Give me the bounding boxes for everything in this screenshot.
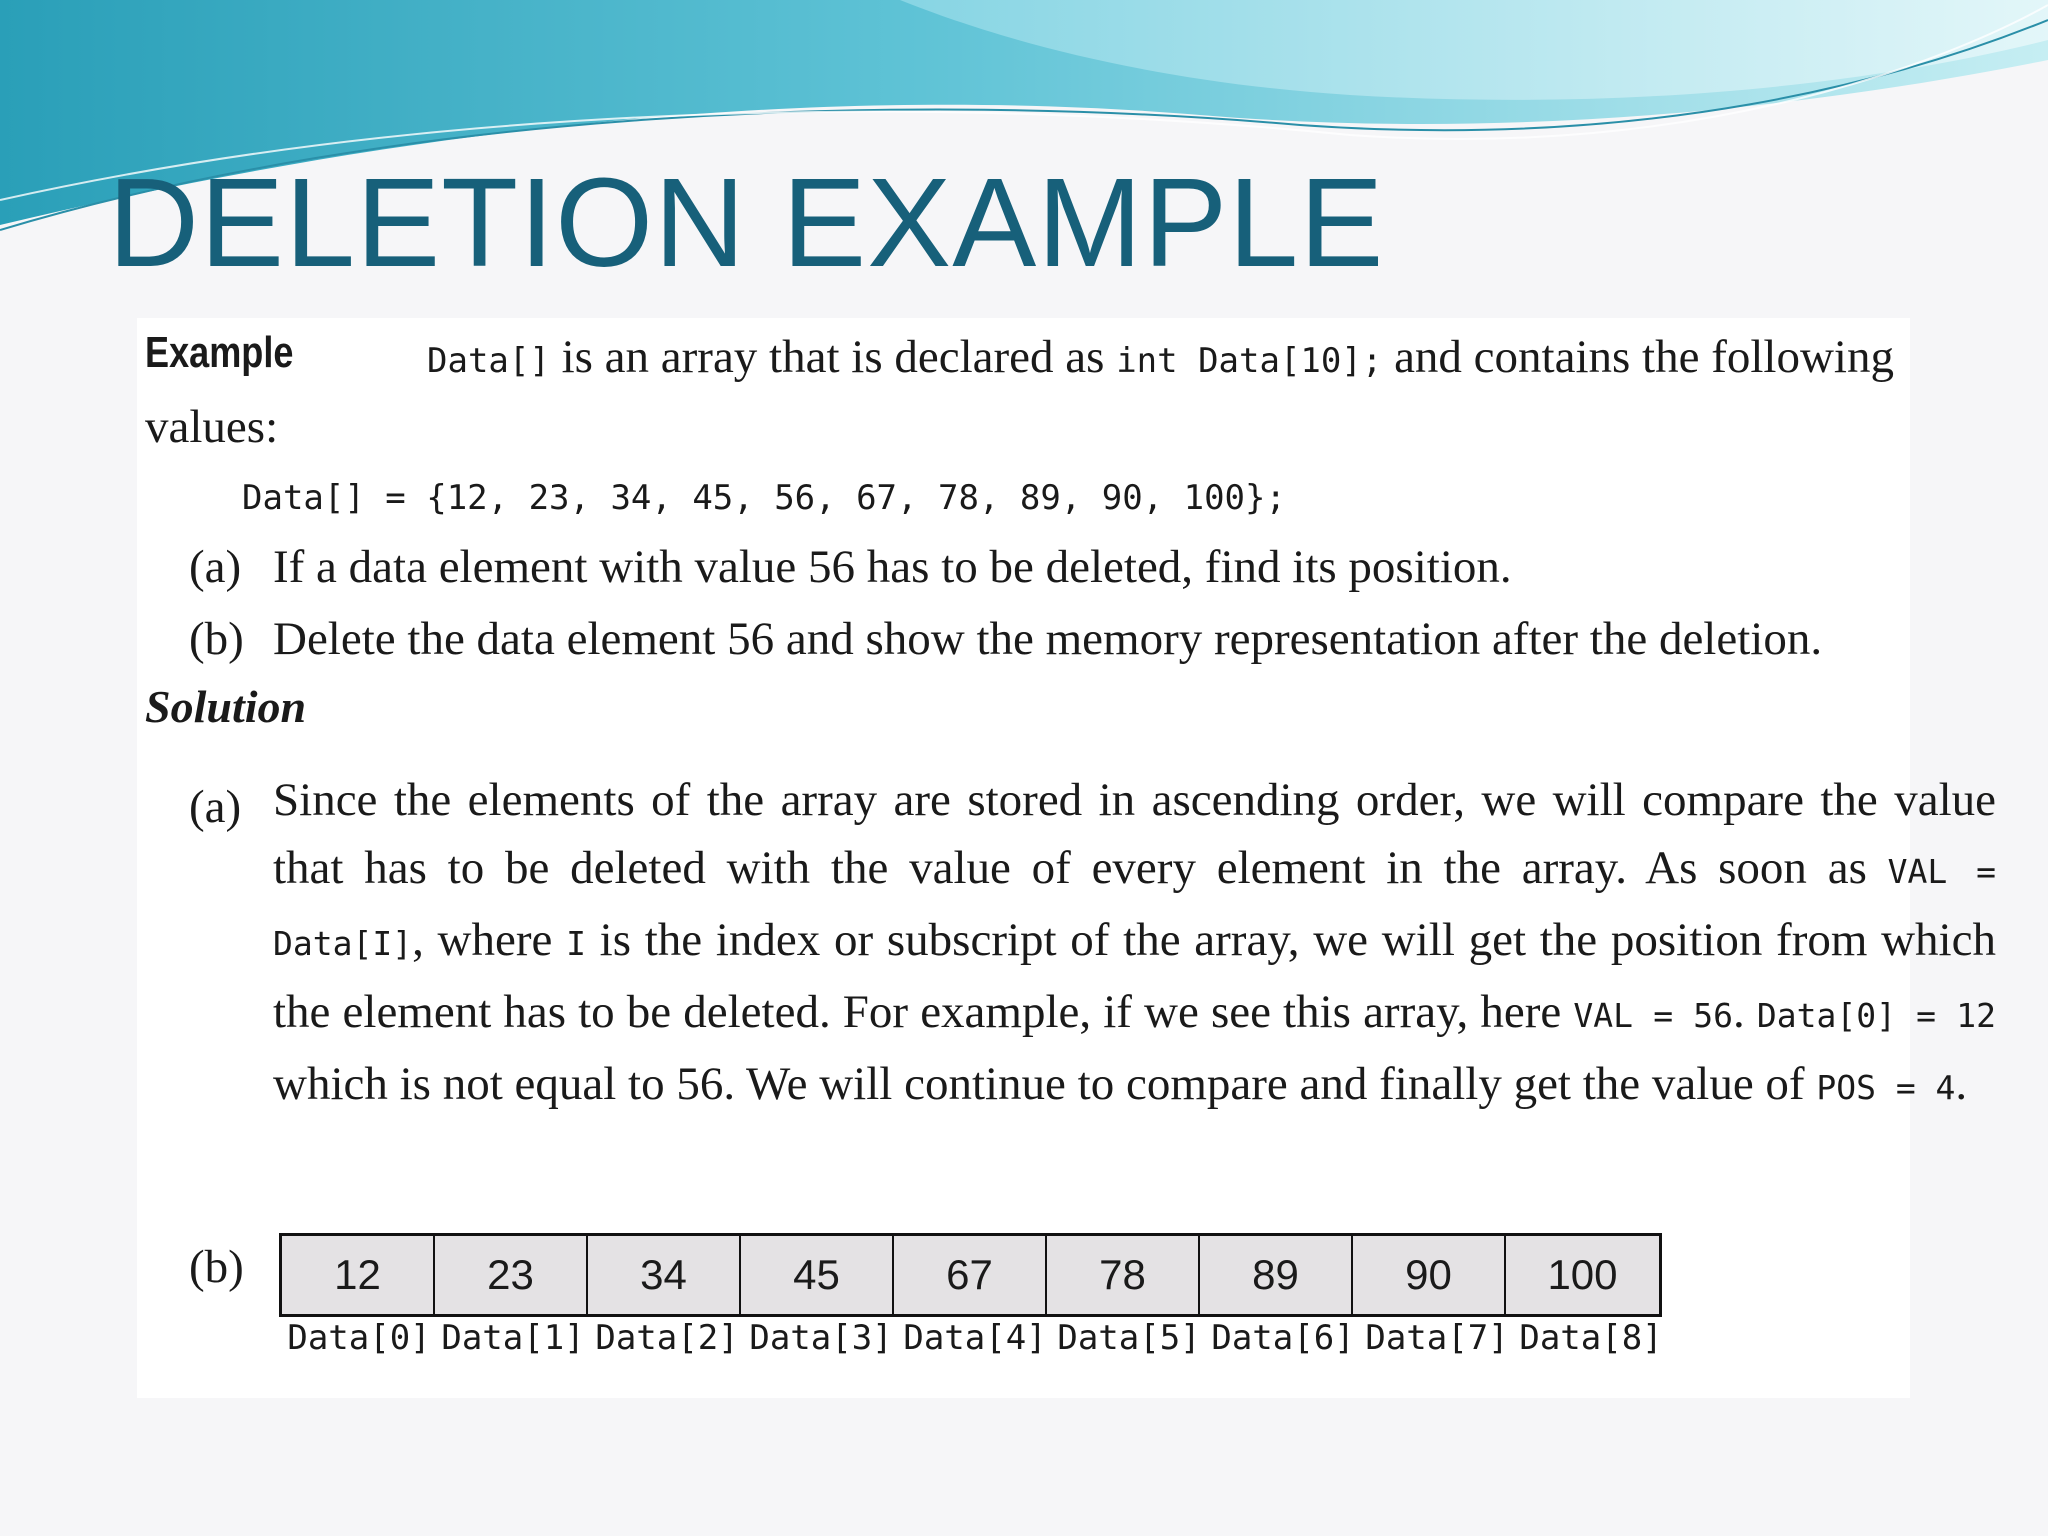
content-panel <box>137 318 1997 1398</box>
array-index-label: Data[4] <box>903 1318 1047 1358</box>
array-cell: 67 <box>894 1236 1047 1314</box>
array-cell: 45 <box>741 1236 894 1314</box>
question-b-label: (b) <box>189 613 244 665</box>
array-cell: 89 <box>1200 1236 1353 1314</box>
values-declaration: Data[] = {12, 23, 34, 45, 56, 67, 78, 89, 90, 100}; <box>242 478 1286 518</box>
example-intro-line-2: values: <box>145 401 279 453</box>
solution-code: VAL = Data[I] <box>273 852 1996 963</box>
solution-code: I <box>566 924 586 963</box>
array-index-label: Data[3] <box>749 1318 893 1358</box>
array-cell: 78 <box>1047 1236 1200 1314</box>
array-index-label: Data[0] <box>287 1318 431 1358</box>
solution-text: is the index or subscript of the array, we will get the position from which the element has to be deleted. For example, if we see this array, here <box>273 914 1996 1038</box>
solution-text: which is not equal to 56. We will continue to compare and finally get the value of <box>273 1058 1817 1110</box>
array-index-label: Data[1] <box>441 1318 585 1358</box>
solution-text: . <box>1733 986 1757 1038</box>
array-cell: 23 <box>435 1236 588 1314</box>
solution-code: Data[0] = 12 <box>1756 996 1997 1035</box>
example-intro-line <box>427 330 1894 384</box>
array-index-label: Data[2] <box>595 1318 739 1358</box>
intro-text-1: is an array that is declared as <box>549 331 1117 383</box>
array-cell: 90 <box>1353 1236 1506 1314</box>
intro-code-decl: int Data[10]; <box>1116 341 1383 381</box>
solution-a-label: (a) <box>189 781 242 833</box>
intro-code-array: Data[] <box>427 341 550 381</box>
array-index-label: Data[5] <box>1057 1318 1201 1358</box>
question-a-text: If a data element with value 56 has to be deleted, find its position. <box>273 541 1512 593</box>
solution-code: VAL = 56 <box>1573 996 1734 1035</box>
array-index-label: Data[8] <box>1519 1318 1663 1358</box>
solution-b-label: (b) <box>189 1241 244 1293</box>
array-index-labels <box>282 1318 1668 1358</box>
memory-array <box>279 1233 1662 1317</box>
solution-a-paragraph <box>273 766 1996 1122</box>
solution-text: . <box>1955 1058 1968 1110</box>
array-index-label: Data[7] <box>1365 1318 1509 1358</box>
array-index-label: Data[6] <box>1211 1318 1355 1358</box>
solution-heading: Solution <box>145 681 307 732</box>
solution-text: Since the elements of the array are stored in ascending order, we will compare the value that has to be deleted with the value of every element in the array. As soon as <box>273 774 1996 894</box>
array-cell: 12 <box>282 1236 435 1314</box>
question-b-text: Delete the data element 56 and show the memory representation after the deletion. <box>273 613 1823 665</box>
array-cell: 34 <box>588 1236 741 1314</box>
array-cell: 100 <box>1506 1236 1659 1314</box>
slide-title: DELETION EXAMPLE <box>108 152 1385 293</box>
solution-text: , where <box>412 914 567 966</box>
example-heading: Example <box>145 328 294 377</box>
question-a-label: (a) <box>189 541 242 593</box>
intro-text-2: and contains the following <box>1382 331 1894 383</box>
solution-code: POS = 4 <box>1816 1068 1956 1107</box>
